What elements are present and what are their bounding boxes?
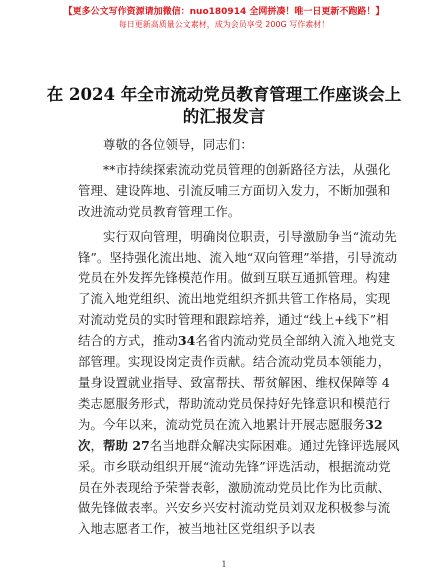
- page-number: 1: [221, 560, 227, 569]
- promo-banner: [0, 6, 448, 31]
- paragraph-text: 名当地群众解决实际困难。通过先锋评选展风采。市乡联动组织开展“流动先锋”评选活动，根据流动党员在外表现给予荣誉表彰，激励流动党员比作为比贡献、做先锋做表率。兴安乡兴安村流动党员刘双龙积极参与流入地志愿者工作，被当地社区党组织予以表: [78, 437, 400, 537]
- document-title: [30, 84, 418, 128]
- promo-banner-line-1: 【更多公文写作资源请加微信：nuo180914 全网拼凑！唯一日更新不跑路！】: [63, 7, 385, 17]
- promo-banner-line-2: 每日更新高质量公文素材，成为会员享受 200G 写作素材！: [118, 20, 330, 29]
- emphasis-number: 帮助 27: [103, 437, 150, 453]
- body-paragraph: [78, 227, 400, 541]
- paragraph-text: 名省内流动党员全部纳入流入地党支部管理。实现设岗定责作贡献。结合流动党员本领能力，量身设置就业指导、致富帮扶、帮贫解困、维权保障等 4 类志愿服务形式，帮助流动党员保持好先锋意识和模范行为。今年以来，流动党员在流入地累计开展志愿服务: [78, 333, 396, 432]
- paragraph-text: ，: [90, 437, 103, 453]
- document-body: [78, 135, 400, 540]
- title-line-1: 在 2024 年全市流动党员教育管理工作座谈会上: [46, 85, 402, 104]
- intro-paragraph: **市持续探索流动党员管理的创新路径方法，从强化管理、建设阵地、引流反哺三方面切入发力，不断加强和改进流动党员教育管理工作。: [78, 161, 391, 219]
- title-line-2: 的汇报发言: [182, 107, 266, 126]
- emphasis-number: 34: [177, 333, 196, 349]
- paragraph-text: 实行双向管理，明确岗位职责，引导激励争当“流动先锋”。坚持强化流出地、流入地“双向管理”举措，引导流动党员在外发挥先锋模范作用。做到互联互通抓管理。构建了流入地党组织、流出地党组织齐抓共管工作格局，实现对流动党员的实时管理和跟踪培养，通过“线上+线下”相结合的方式，推动: [78, 228, 398, 349]
- emphasis-number: 32 次: [78, 416, 383, 453]
- salutation: 尊敬的各位领导，同志们：: [103, 137, 253, 152]
